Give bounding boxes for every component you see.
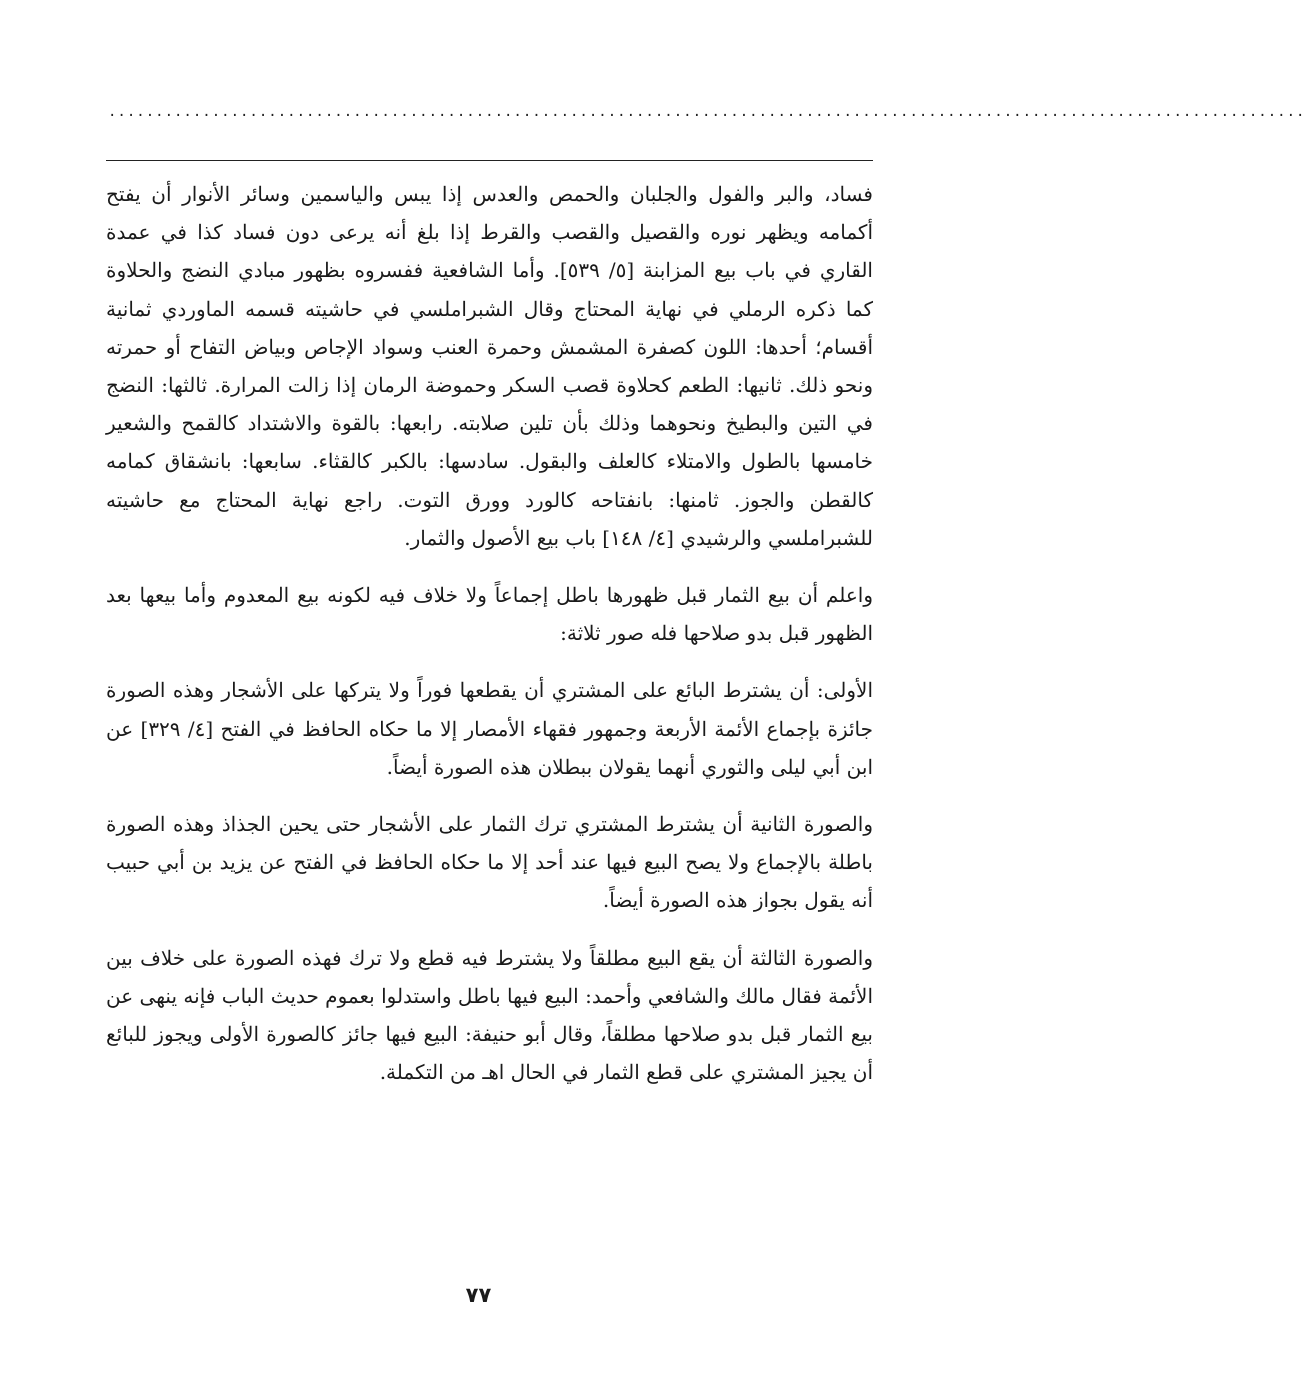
page-number: ٧٧ <box>465 1283 492 1307</box>
paragraph-introduction: واعلم أن بيع الثمار قبل ظهورها باطل إجماعاً ولا خلاف فيه لكونه بيع المعدوم وأما بيعها بعد الظهور قبل بدو صلاحها فله صور ثلاثة: <box>106 583 873 646</box>
horizontal-rule <box>106 160 873 161</box>
paragraph-second-form: والصورة الثانية أن يشترط المشتري ترك الثمار على الأشجار حتى يحين الجذاذ وهذه الصورة باطلة بالإجماع ولا يصح البيع فيها عند أحد إلا ما حكاه الحافظ في الفتح عن يزيد بن أبي حبيب أنه يقول بجواز هذه الصورة أيضاً. <box>106 812 873 913</box>
paragraph-first-form: الأولى: أن يشترط البائع على المشتري أن يقطعها فوراً ولا يتركها على الأشجار وهذه الصورة جائزة بإجماع الأئمة الأربعة وجمهور فقهاء الأمصار إلا ما حكاه الحافظ في الفتح [٤/ ٣٢٩] عن ابن أبي ليلى والثوري أنهما يقولان ببطلان هذه الصورة أيضاً. <box>106 678 873 779</box>
main-text <box>106 175 873 1091</box>
footnote-separator-dots: ............................................................................................................................... <box>108 104 1305 120</box>
paragraph-third-form: والصورة الثالثة أن يقع البيع مطلقاً ولا يشترط فيه قطع ولا ترك فهذه الصورة على خلاف بين الأئمة فقال مالك والشافعي وأحمد: البيع فيها باطل واستدلوا بعموم حديث الباب فإنه ينهى عن بيع الثمار قبل بدو صلاحها مطلقاً، وقال أبو حنيفة: البيع فيها جائز كالصورة الأولى ويجوز للبائع أن يجيز المشتري على قطع الثمار في الحال اهـ من التكملة. <box>106 945 873 1085</box>
paragraph-footnote-continuation: فساد، والبر والفول والجلبان والحمص والعدس إذا يبس والياسمين وسائر الأنوار أن يفتح أكمامه ويظهر نوره والقصيل والقصب والقرط إذا بلغ أنه يرعى دون فساد كذا في عمدة القاري في باب بيع المزابنة [٥/ ٥٣٩]. وأما الشافعية ففسروه بظهور مبادي النضج والحلاوة كما ذكره الرملي في نهاية المحتاج وقال الشبراملسي في حاشيته قسمه الماوردي ثمانية أقسام؛ أحدها: اللون كصفرة المشمش وحمرة العنب وسواد الإجاص وبياض التفاح أو حمرته ونحو ذلك. ثانيها: الطعم كحلاوة قصب السكر وحموضة الرمان إذا زالت المرارة. ثالثها: النضج في التين والبطيخ ونحوهما وذلك بأن تلين صلابته. رابعها: بالقوة والاشتداد كالقمح والشعير خامسها بالطول والامتلاء كالعلف والبقول. سادسها: بالكبر كالقثاء. سابعها: بانشقاق كمامه كالقطن والجوز. ثامنها: بانفتاحه كالورد وورق التوت. راجع نهاية المحتاج مع حاشيته للشبراملسي والرشيدي [٤/ ١٤٨] باب بيع الأصول والثمار. <box>106 182 874 550</box>
